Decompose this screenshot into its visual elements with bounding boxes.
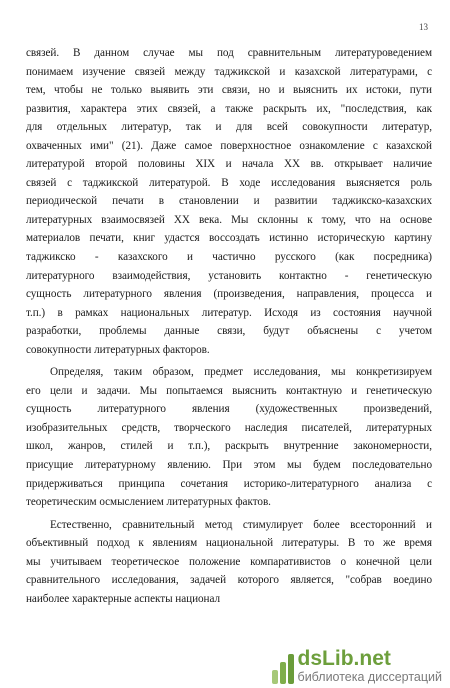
text-line: мы учитываем теоретическое положение компаративистов о конечной цели [26, 555, 432, 568]
text-line: сравнительного исследования, задачей которого является, "собрав воедино [26, 574, 432, 587]
body-text [26, 44, 432, 608]
text-line: Определяя, таким образом, предмет исследования, мы конкретизируем [50, 366, 432, 379]
text-line: понимаем изучение связей между таджикской и казахской литературами, с [26, 65, 432, 78]
text-line: объективный подход к явлениям национальной литературы. В то же время [26, 537, 432, 550]
text-line: сущность литературного явления (художественных произведений, [26, 403, 432, 416]
text-line: таджикско - казахского и частично русского (как посредника) [26, 251, 432, 264]
text-line: связей. В данном случае мы под сравнительным литературоведением [26, 47, 432, 59]
text-line: Естественно, сравнительный метод стимулирует более всесторонний и [50, 518, 432, 531]
watermark-subtitle: библиотека диссертаций [297, 670, 442, 684]
text-line: материалов печати, книг удастся воссоздать истинно историческую картину [26, 232, 432, 245]
text-line: периодической печати в становлении и развитии таджикско-казахских [26, 195, 432, 208]
text-line: для отдельных литератур, так и для всей совокупности литератур, [26, 121, 432, 134]
text-line: совокупности литературных факторов. [26, 343, 210, 356]
text-line: школ, жанров, стилей и т.п.), раскрыть внутренние закономерности, [26, 440, 432, 453]
text-line: придерживаться принципа сочетания историко-литературного анализа с [26, 477, 432, 490]
text-line: литературного взаимодействия, установить контактно - генетическую [26, 269, 432, 282]
text-line: литературой второй половины XIX и начала XX вв. открывает наличие [26, 158, 432, 171]
text-line: наиболее характерные аспекты национал [26, 592, 221, 605]
dslib-logo-icon [272, 654, 294, 684]
text-line: литературных взаимосвязей XX века. Мы склонны к тому, что на основе [26, 213, 432, 226]
page-number: 13 [419, 22, 428, 32]
watermark-brand: dsLib.net [297, 647, 391, 670]
text-line: развития, характера этих связей, а также раскрыть их, "последствия, как [26, 102, 432, 115]
text-line: теоретическим осмыслением литературных фактов. [26, 496, 271, 509]
text-line: разработки, проблемы данные связи, будут объяснены с учетом [26, 325, 432, 338]
watermark [272, 648, 442, 684]
text-line: изобразительных средств, творческого наследия писателей, литературных [26, 421, 432, 434]
text-line: связей с таджикской литературой. В ходе исследования выясняется роль [26, 176, 432, 189]
text-line: т.п.) в рамках национальных литератур. Исходя из состояния научной [26, 306, 432, 319]
text-line: его цели и задачи. Мы попытаемся выяснить контактную и генетическую [26, 384, 432, 397]
text-line: сущность литературного явления (произведения, направления, процесса и [26, 288, 432, 301]
text-line: охваченных ими" (21). Даже самое поверхностное ознакомление с казахской [26, 139, 432, 152]
text-line: присущие литературному явлению. При этом мы будем последовательно [26, 459, 432, 472]
text-line: тем, чтобы не только выявить эти связи, но и выяснить их истоки, пути [26, 84, 432, 97]
